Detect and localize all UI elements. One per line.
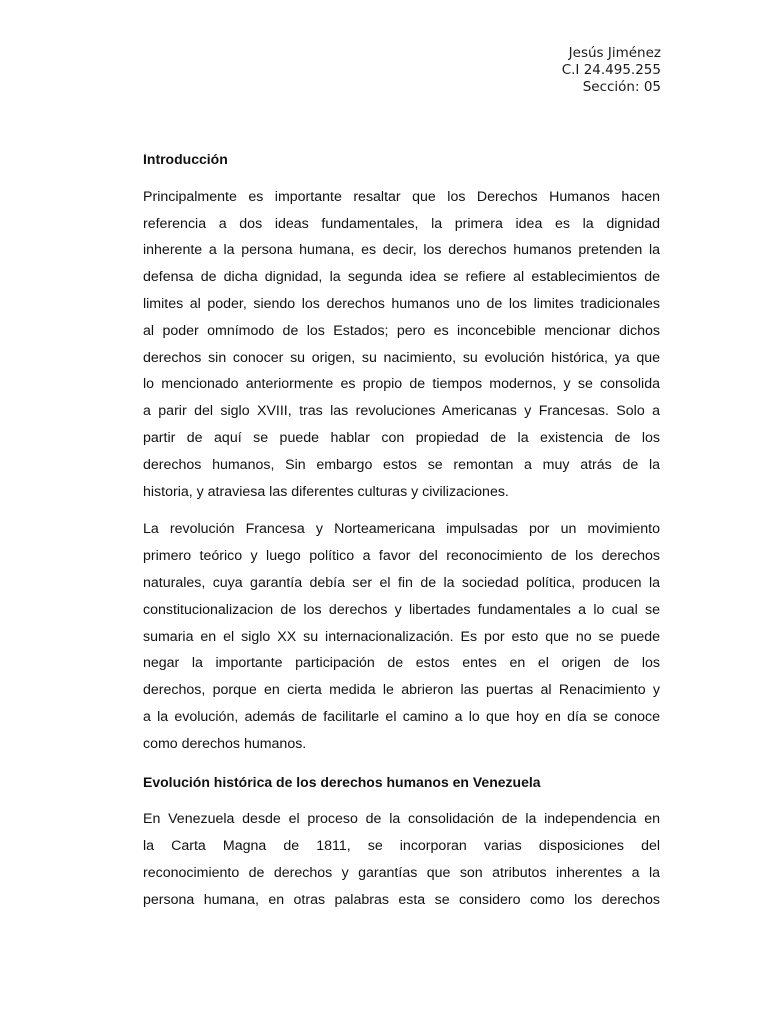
evolution-paragraph-1 [143, 806, 660, 913]
author-name: Jesús Jiménez [568, 45, 661, 61]
text-line: constitucionalizacion de los derechos y libertades fundamentales a lo cual se [143, 601, 660, 618]
text-line: En Venezuela desde el proceso de la consolidación de la independencia en [143, 811, 660, 828]
evolution-heading: Evolución histórica de los derechos humanos en Venezuela [143, 773, 541, 790]
text-line: partir de aquí se puede hablar con propiedad de la existencia de los [143, 429, 660, 446]
text-line: al poder omnímodo de los Estados; pero es inconcebible mencionar dichos [143, 322, 660, 339]
author-section: Sección: 05 [582, 79, 661, 95]
text-line: a parir del siglo XVIII, tras las revoluciones Americanas y Francesas. Solo a [143, 403, 660, 420]
text-line: limites al poder, siendo los derechos humanos uno de los limites tradicionales [143, 295, 660, 312]
text-line: persona humana, en otras palabras esta se considero como los derechos [143, 891, 660, 908]
text-line: defensa de dicha dignidad, la segunda idea se refiere al establecimientos de [143, 269, 660, 286]
text-line: reconocimiento de derechos y garantías que son atributos inherentes a la [143, 864, 660, 881]
text-line: referencia a dos ideas fundamentales, la primera idea es la dignidad [143, 215, 660, 232]
text-line: La revolución Francesa y Norteamericana impulsadas por un movimiento [143, 521, 660, 538]
text-line: lo mencionado anteriormente es propio de tiempos modernos, y se consolida [143, 376, 660, 393]
text-line: historia, y atraviesa las diferentes culturas y civilizaciones. [143, 483, 509, 500]
text-line: naturales, cuya garantía debía ser el fin de la sociedad política, producen la [143, 574, 660, 591]
text-line: la Carta Magna de 1811, se incorporan varias disposiciones del [143, 838, 660, 855]
text-line: inherente a la persona humana, es decir, los derechos humanos pretenden la [143, 242, 660, 259]
document-body [143, 146, 660, 925]
text-line: como derechos humanos. [143, 735, 307, 752]
text-line: negar la importante participación de estos entes en el origen de los [143, 655, 660, 672]
text-line: derechos sin conocer su origen, su nacimiento, su evolución histórica, ya que [143, 349, 660, 366]
author-block [562, 45, 661, 96]
text-line: derechos, porque en cierta medida le abrieron las puertas al Renacimiento y [143, 682, 660, 699]
text-line: derechos humanos, Sin embargo estos se remontan a muy atrás de la [143, 456, 660, 473]
text-line: sumaria en el siglo XX su internacionalización. Es por esto que no se puede [143, 628, 660, 645]
intro-heading: Introducción [143, 151, 228, 167]
intro-paragraph-2 [143, 516, 660, 757]
author-id: C.I 24.495.255 [561, 62, 661, 78]
text-line: Principalmente es importante resaltar que los Derechos Humanos hacen [143, 188, 660, 205]
text-line: primero teórico y luego político a favor del reconocimiento de los derechos [143, 548, 660, 565]
text-line: a la evolución, además de facilitarle el camino a lo que hoy en día se conoce [143, 708, 660, 725]
intro-paragraph-1 [143, 184, 660, 506]
